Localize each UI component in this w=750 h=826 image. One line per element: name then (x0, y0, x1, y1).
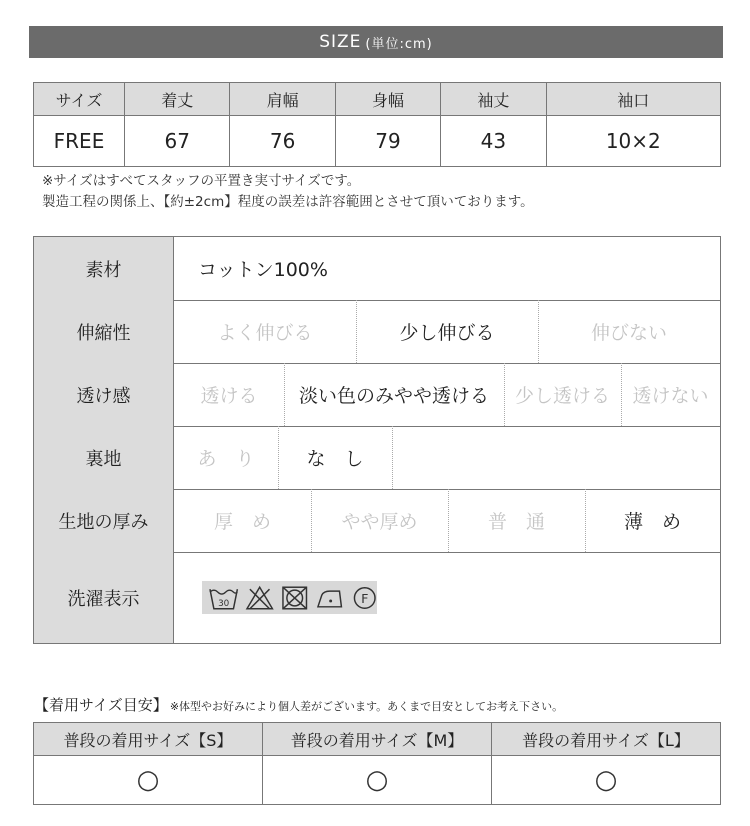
val-sleeve: 43 (441, 116, 546, 167)
fit-col-m: 普段の着用サイズ【M】 (263, 723, 492, 756)
thickness-option-thin: 薄 め (623, 511, 681, 533)
col-sleeve: 袖丈 (441, 83, 546, 116)
material-table (33, 236, 721, 644)
col-size: サイズ (34, 83, 125, 116)
row-care (34, 552, 720, 643)
dry-clean-mark-text: F (360, 591, 368, 607)
size-header-bar (29, 26, 723, 58)
lining-option-no: な し (306, 448, 364, 470)
fit-guide-header-row (34, 723, 721, 756)
wash-temp-text: 30 (218, 598, 230, 609)
size-title: SIZE (319, 32, 362, 52)
row-sheer (34, 363, 720, 427)
row-thickness (34, 489, 720, 553)
no-bleach-icon (245, 585, 274, 611)
fit-col-s: 普段の着用サイズ【S】 (34, 723, 263, 756)
val-cuff: 10×2 (546, 116, 720, 167)
row-stretch (34, 300, 720, 364)
care-icons (202, 581, 377, 614)
sheer-option-slight: 少し透ける (514, 385, 610, 407)
sheer-label: 透け感 (34, 363, 174, 426)
size-table-header-row (34, 83, 721, 116)
no-tumble-dry-icon (281, 585, 308, 611)
fabric-label: 素材 (34, 237, 174, 300)
sheer-option-light-colors: 淡い色のみやや透ける (298, 385, 489, 407)
fit-guide-row (34, 756, 721, 805)
thickness-option-normal: 普 通 (487, 511, 545, 533)
fit-val-m: ○ (263, 756, 492, 805)
size-unit: (単位:cm) (365, 36, 433, 52)
fit-val-l: ○ (492, 756, 721, 805)
stretch-label: 伸縮性 (34, 300, 174, 363)
val-shoulder: 76 (230, 116, 335, 167)
size-note-1: ※サイズはすべてスタッフの平置き実寸サイズです。 (42, 173, 361, 189)
stretch-option-high: よく伸びる (217, 322, 313, 344)
size-table-row (34, 116, 721, 167)
dry-clean-f-icon (352, 585, 377, 611)
val-width: 79 (335, 116, 440, 167)
fit-guide-table (33, 722, 721, 805)
val-length: 67 (125, 116, 230, 167)
fit-guide-heading (34, 694, 563, 715)
fit-guide-note: ※体型やお好みにより個人差がございます。あくまで目安としてお考え下さい。 (169, 700, 564, 713)
fit-guide-title: 【着用サイズ目安】 (34, 696, 168, 714)
fabric-value: コットン100% (198, 259, 328, 281)
col-length: 着丈 (125, 83, 230, 116)
sheer-option-yes: 透ける (200, 385, 258, 407)
row-fabric (34, 237, 720, 301)
thickness-label: 生地の厚み (34, 489, 174, 552)
col-cuff: 袖口 (546, 83, 720, 116)
fit-col-l: 普段の着用サイズ【L】 (492, 723, 721, 756)
care-label: 洗濯表示 (34, 552, 174, 643)
fit-val-s: ○ (34, 756, 263, 805)
stretch-option-slight: 少し伸びる (399, 322, 495, 344)
col-shoulder: 肩幅 (230, 83, 335, 116)
thickness-option-slightly-thick: やや厚め (341, 511, 418, 533)
col-width: 身幅 (335, 83, 440, 116)
val-size: FREE (34, 116, 125, 167)
size-table (33, 82, 721, 167)
row-lining (34, 426, 720, 490)
stretch-option-none: 伸びない (590, 322, 667, 344)
iron-low-icon (314, 585, 345, 611)
thickness-option-thick: 厚 め (213, 511, 271, 533)
size-note-2: 製造工程の関係上、【約±2cm】程度の誤差は許容範囲とさせて頂いております。 (42, 194, 534, 210)
lining-label: 裏地 (34, 426, 174, 489)
sheer-option-none: 透けない (632, 385, 709, 407)
wash-30-icon (208, 585, 239, 611)
lining-option-yes: あ り (197, 448, 255, 470)
